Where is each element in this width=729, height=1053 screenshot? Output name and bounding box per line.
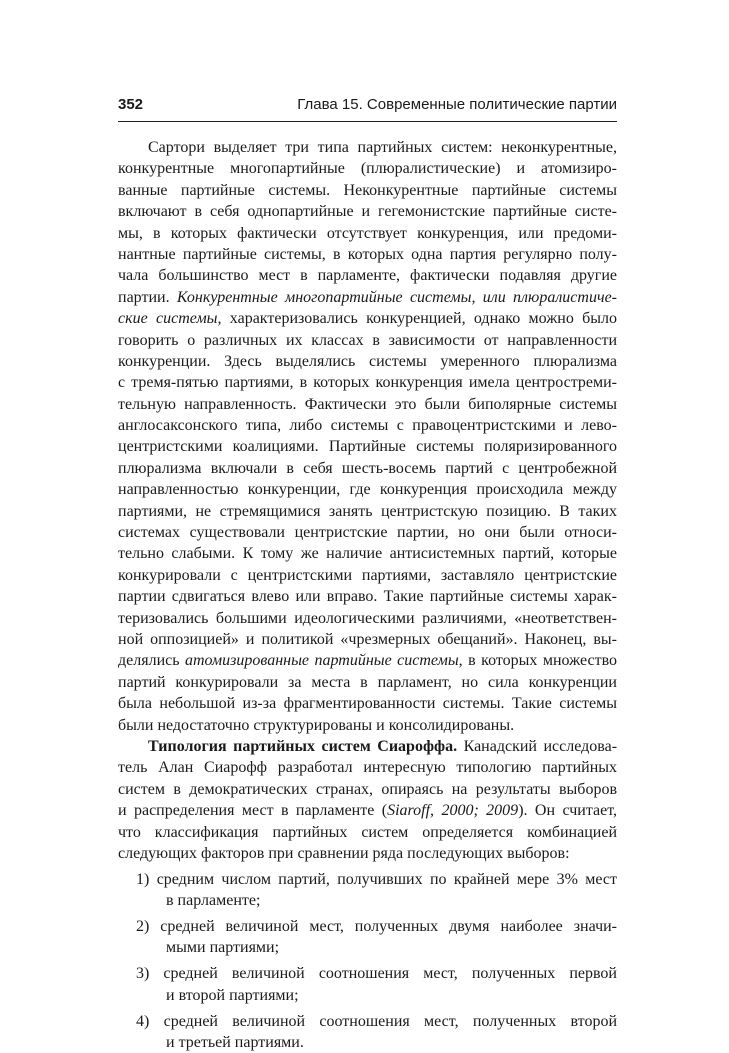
text-line: англосаксонского типа, либо системы с правоцентристскими и лево- xyxy=(118,417,617,435)
list-item xyxy=(118,963,617,1006)
text-line: центристскими коалициями. Партийные системы поляризированного xyxy=(118,438,617,456)
text-line: была небольшой из-за фрагментированности системы. Такие системы xyxy=(118,695,617,713)
text-line: нантные партийные системы, в которых одна партия регулярно полу- xyxy=(118,245,617,263)
text-line: ванные партийные системы. Неконкурентные партийные системы xyxy=(118,181,617,199)
page-number: 352 xyxy=(118,96,144,113)
running-header xyxy=(118,96,617,118)
text-line: мыми партиями; xyxy=(166,939,280,957)
list-item xyxy=(118,916,617,959)
text-line: были недостаточно структурированы и консолидированы. xyxy=(118,716,515,734)
text-line: ной оппозицией» и политикой «чрезмерных обещаний». Наконец, вы- xyxy=(118,630,617,648)
paragraph-party-systems-sartori xyxy=(118,137,617,736)
text-line: тель Алан Сиарофф разработал интересную типологию партийных xyxy=(118,759,617,777)
text-line: тельно слабыми. К тому же наличие антисистемных партий, которые xyxy=(118,545,617,563)
text-line: говорить о различных их классах в зависимости от направленности xyxy=(118,331,617,349)
text-line: ские системы, характеризовались конкуренцией, однако можно было xyxy=(118,310,617,328)
italic-term-competitive-systems: Конкурентные многопартийные системы, или плюралистиче- xyxy=(176,288,618,306)
chapter-title: Глава 15. Современные политические партии xyxy=(297,96,617,113)
text-line: конкуренции. Здесь выделялись системы умеренного плюрализма xyxy=(118,352,617,370)
text-line: конкурентные многопартийные (плюралистические) и атомизиро- xyxy=(118,160,617,178)
text-line: в парламенте; xyxy=(166,892,261,910)
italic-term-atomized-systems: атомизированные партийные системы, xyxy=(184,652,463,670)
text-line: мы, в которых фактически отсутствует конкуренция, или предоми- xyxy=(118,224,617,242)
text-line: тельную направленность. Фактически это были биполярные системы xyxy=(118,395,617,413)
text-line: 2) средней величиной мест, полученных двумя наиболее значи- xyxy=(136,918,618,936)
text-line: плюрализма включали в себя шесть-восемь партий с центробежной xyxy=(118,459,617,477)
numbered-list xyxy=(118,869,617,1053)
page-body xyxy=(118,137,617,1053)
text-line: партий конкурировали за места в парламент, но сила конкуренции xyxy=(118,673,617,691)
text-line: 3) средней величиной соотношения мест, полученных первой xyxy=(136,965,617,983)
paragraph-siaroff-typology xyxy=(118,736,617,864)
text-line: партии сдвигаться влево или вправо. Такие партийные системы харак- xyxy=(118,588,617,606)
text-line: направленностью конкуренции, где конкуренция происходила между xyxy=(118,481,617,499)
citation-siaroff: Siaroff, 2000; 2009 xyxy=(387,802,519,820)
text-line: партиями, не стремящимися занять центристскую позицию. В таких xyxy=(118,502,617,520)
text-line: 1) средним числом партий, получивших по крайней мере 3% мест xyxy=(136,870,618,888)
text-line: партии. Конкурентные многопартийные системы, или плюралистиче- xyxy=(118,288,618,306)
text-line: систем в демократических странах, опираясь на результаты выборов xyxy=(118,780,617,798)
text-line: и третьей партиями. xyxy=(166,1034,304,1052)
text-line: с тремя-пятью партиями, в которых конкуренция имела центростреми- xyxy=(118,374,617,392)
text-line: что классификация партийных систем определяется комбинацией xyxy=(118,823,617,841)
bold-heading-siaroff: Типология партийных систем Сиароффа. xyxy=(148,737,458,755)
text-line: чала большинство мест в парламенте, фактически подавляя другие xyxy=(118,267,617,285)
italic-term-pluralistic-systems: ские системы, xyxy=(118,310,222,328)
text-line: конкурировали с центристскими партиями, заставляло центристские xyxy=(118,566,617,584)
text-line: включают в себя однопартийные и гегемонистские партийные систе- xyxy=(118,203,617,221)
text-line: и второй партиями; xyxy=(166,986,299,1004)
text-line: системах существовали центристские партии, но они были относи- xyxy=(118,524,617,542)
text-line: Сартори выделяет три типа партийных систем: неконкурентные, xyxy=(148,139,617,156)
text-line: теризовались большими идеологическими различиями, «неответствен- xyxy=(118,609,617,627)
text-line: Типология партийных систем Сиароффа. Канадский исследова- xyxy=(148,737,618,755)
text-line: 4) средней величиной соотношения мест, полученных второй xyxy=(136,1012,617,1030)
text-line: делялись атомизированные партийные системы, в которых множество xyxy=(118,652,618,670)
text-line: следующих факторов при сравнении ряда последующих выборов: xyxy=(118,844,570,862)
text-line: и распределения мест в парламенте (Siaroff, 2000; 2009). Он считает, xyxy=(118,802,618,820)
header-rule xyxy=(118,121,617,122)
list-item xyxy=(118,869,617,912)
list-item xyxy=(118,1011,617,1053)
